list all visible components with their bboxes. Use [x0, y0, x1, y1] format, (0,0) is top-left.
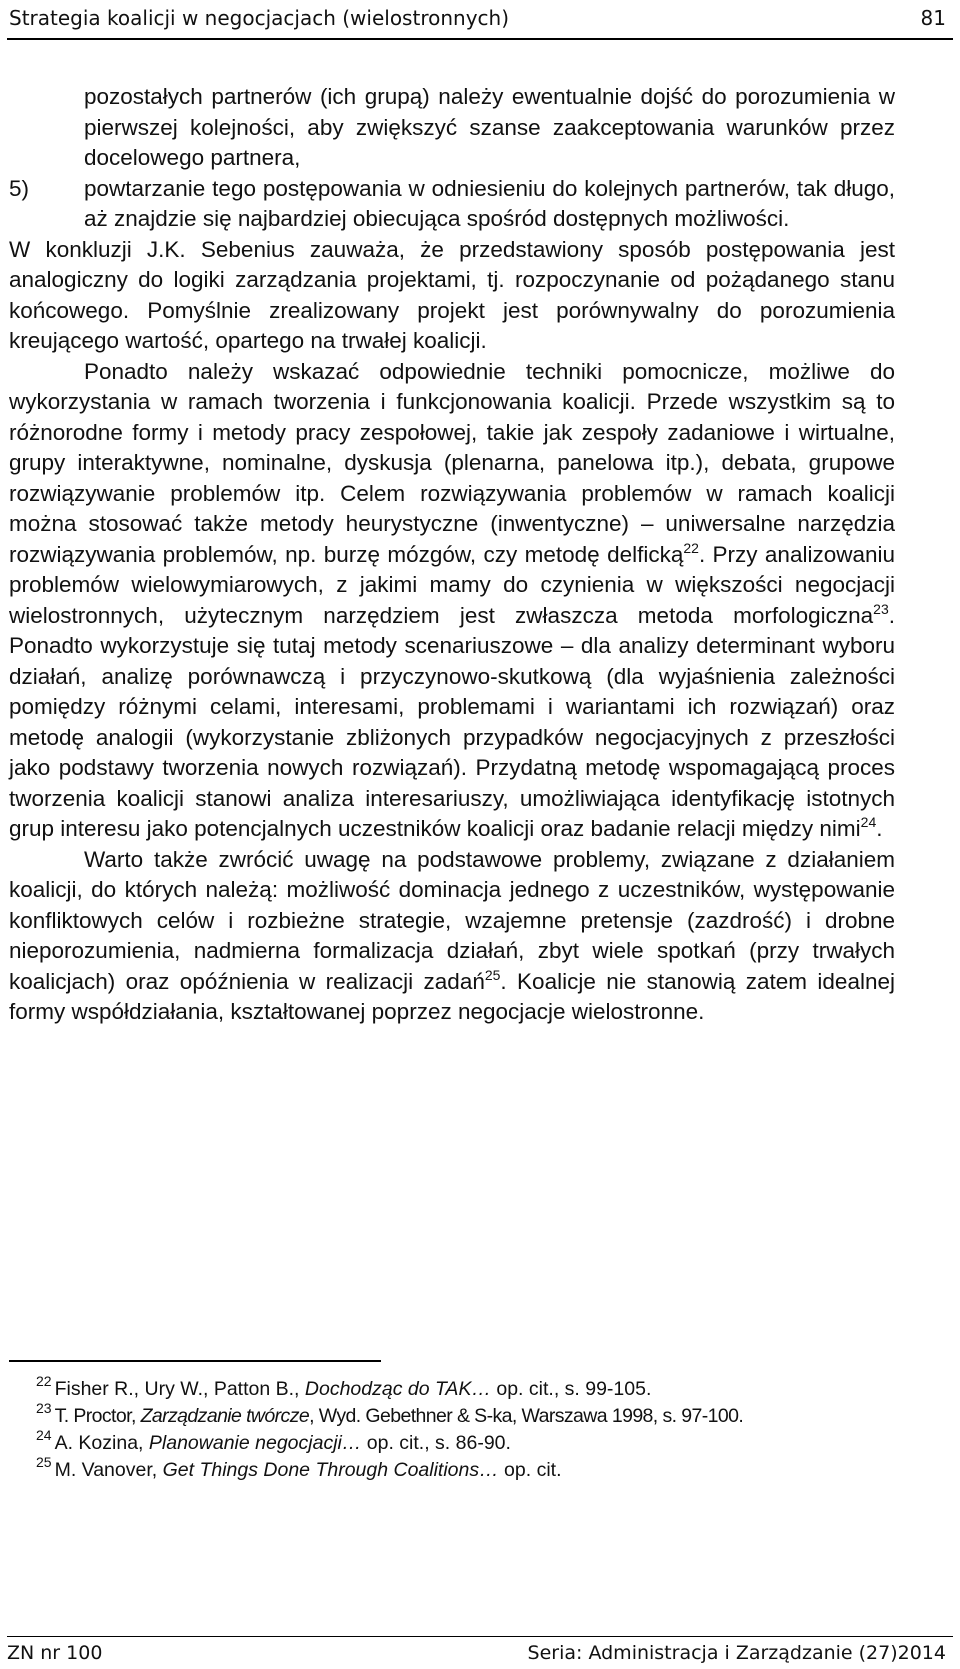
- footnote-text: op. cit., s. 99-105.: [490, 1378, 652, 1400]
- running-footer: [7, 1641, 946, 1665]
- paragraph-text: . Ponadto wykorzystuje się tutaj metody scenariuszowe – dla analizy determinant wyboru działań, analizę porównawczą i przyczynowo-skutkową (dla wyjaśnienia zależności pomiędzy różnymi celami, interesami, problemami i wariantami ich rozwiązań) oraz metodę analogii (wykorzystanie zbliżonych przypadków negocjacyjnych z przeszłości jako podstawy tworzenia nowych rozwiązań). Przydatną metodę wspomagającą proces tworzenia koalicji stanowi analiza interesariuszy, umożliwiająca identyfikację istotnych grup interesu jako potencjalnych uczestników koalicji oraz badanie relacji między nimi: [9, 602, 895, 841]
- footnote-title: Get Things Done Through Coalitions…: [162, 1459, 499, 1481]
- footnote-23: [36, 1400, 916, 1430]
- page-number: 81: [920, 6, 946, 30]
- footnote-number: 22: [36, 1373, 52, 1389]
- paragraph-techniques: [9, 357, 895, 845]
- list-item-text: powtarzanie tego postępowania w odniesieniu do kolejnych partnerów, tak długo, aż znajdzie się najbardziej obiecująca spośród dostępnych możliwości.: [84, 175, 895, 231]
- footnote-title: Zarządzanie twórcze: [140, 1405, 310, 1427]
- footnote-ref-23[interactable]: 23: [873, 600, 889, 617]
- header-rule: [7, 38, 953, 40]
- footnote-text: op. cit.: [498, 1459, 562, 1481]
- footnote-ref-25[interactable]: 25: [484, 966, 501, 983]
- footnote-22: [36, 1373, 916, 1403]
- paragraph-text: Warto także zwrócić uwagę na podstawowe problemy, związane z działaniem koalicji, do których należą: możliwość dominacja jednego z uczestników, występowanie konfliktowych celów i rozbieżne strategie, wzajemne pretensje (zazdrość) i drobne nieporozumienia, nadmierna formalizacja działań, zbyt wiele spotkań (przy trwałych koalicjach) oraz opóźnienia w realizacji zadań: [9, 846, 895, 994]
- footnote-text: , Wyd. Gebethner & S-ka, Warszawa 1998, s. 97-100.: [309, 1405, 744, 1427]
- footnotes: [36, 1373, 916, 1484]
- footnote-number: 24: [36, 1427, 52, 1443]
- footnote-number: 23: [36, 1400, 52, 1416]
- list-continuation: pozostałych partnerów (ich grupą) należy ewentualnie dojść do porozumienia w pierwszej kolejności, aby zwiększyć szanse zaakceptowania warunków przez docelowego partnera,: [84, 84, 895, 170]
- running-title: Strategia koalicji w negocjacjach (wielostronnych): [9, 6, 509, 30]
- footnote-title: Dochodząc do TAK…: [304, 1378, 491, 1400]
- footnote-title: Planowanie negocjacji…: [148, 1432, 362, 1454]
- list-item-number: 5): [9, 175, 30, 201]
- footnote-text: Fisher R., Ury W., Patton B.,: [54, 1378, 305, 1400]
- journal-series: Seria: Administracja i Zarządzanie (27)2014: [527, 1642, 946, 1664]
- paragraph-text: Ponadto należy wskazać odpowiednie techniki pomocnicze, możliwe do wykorzystania w ramach tworzenia i funkcjonowania koalicji. Przede wszystkim są to różnorodne formy i metody pracy zespołowej, takie jak zespoły zadaniowe i wirtualne, grupy interaktywne, nominalne, dyskusja (plenarna, panelowa itp.), debata, grupowe rozwiązywanie problemów itp. Celem rozwiązywania problemów w ramach koalicji można stosować także metody heurystyczne (inwentyczne) – uniwersalne narzędzia rozwiązywania problemów, np. burzę mózgów, czy metodę delficką: [9, 358, 895, 567]
- footnote-ref-24[interactable]: 24: [860, 814, 877, 830]
- footnote-text: A. Kozina,: [54, 1432, 149, 1454]
- footnote-text: M. Vanover,: [54, 1459, 163, 1481]
- list-item-5: [9, 174, 895, 235]
- paragraph-problems: [9, 845, 895, 1028]
- paragraph-text: . Koalicje nie stanowią zatem idealnej formy współdziałania, kształtowanej poprzez negocjacje wielostronne.: [9, 968, 895, 1024]
- footnote-25: [36, 1454, 916, 1484]
- footnote-ref-22[interactable]: 22: [683, 539, 699, 556]
- paragraph-conclusion: W konkluzji J.K. Sebenius zauważa, że przedstawiony sposób postępowania jest analogiczny do logiki zarządzania projektami, tj. rozpoczynanie od pożądanego stanu końcowego. Pomyślnie zrealizowany projekt jest porównywalny do porozumienia kreującego wartość, opartego na trwałej koalicji.: [9, 236, 895, 353]
- footnote-text: T. Proctor,: [54, 1405, 141, 1427]
- footer-rule: [7, 1636, 953, 1637]
- paragraph-text: . Przy analizowaniu problemów wielowymiarowych, z jakimi mamy do czynienia w większości negocjacji wielostronnych, użytecznym narzędziem jest zwłaszcza metoda morfologiczna: [9, 541, 896, 628]
- main-text: [9, 82, 895, 1028]
- footnote-number: 25: [36, 1454, 52, 1470]
- footnote-text: op. cit., s. 86-90.: [361, 1432, 511, 1454]
- footnote-separator: [9, 1360, 381, 1362]
- running-header: [9, 6, 946, 30]
- journal-issue: ZN nr 100: [7, 1642, 103, 1664]
- paragraph-text: .: [876, 816, 883, 841]
- footnote-24: [36, 1427, 916, 1457]
